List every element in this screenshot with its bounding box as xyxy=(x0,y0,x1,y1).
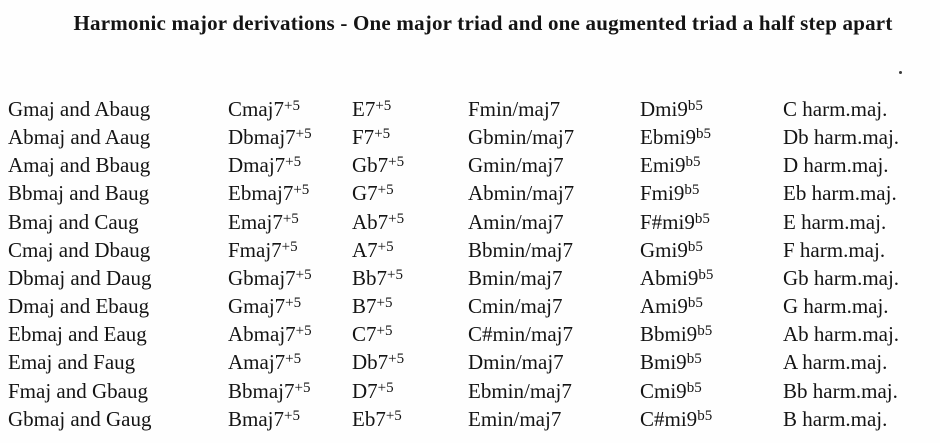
triad-pair-text: Cmaj and Dbaug xyxy=(8,237,151,262)
harm-major-key-text: A harm.maj. xyxy=(783,350,888,375)
mi9-flat5-cell xyxy=(640,377,783,405)
dom7-superscript: +5 xyxy=(387,266,403,283)
maj7-chord-text: Ebmaj7 xyxy=(228,181,294,206)
mi9-flat5-cell xyxy=(640,292,783,320)
maj7-superscript: +5 xyxy=(295,266,312,283)
harm-major-key-text: Ab harm.maj. xyxy=(783,322,900,347)
maj7-sharp5-cell xyxy=(228,320,352,348)
maj7-chord-text: Gmaj7 xyxy=(228,294,286,319)
triad-pair-text: Bmaj and Caug xyxy=(8,209,139,234)
maj7-superscript: +5 xyxy=(281,238,298,255)
maj7-sharp5-cell xyxy=(228,236,352,264)
dom7-superscript: +5 xyxy=(388,210,405,227)
mi9-chord-text: C#mi9 xyxy=(640,406,698,431)
mi9-superscript: b5 xyxy=(686,351,702,368)
mi9-chord-text: Ami9 xyxy=(640,294,688,319)
mi9-chord-text: F#mi9 xyxy=(640,209,695,234)
mi9-flat5-cell xyxy=(640,348,783,376)
maj7-sharp5-cell xyxy=(228,264,352,292)
harm-major-key-text: Eb harm.maj. xyxy=(783,181,897,206)
min-maj7-cell xyxy=(468,95,640,123)
triad-pair-cell xyxy=(8,123,228,151)
triad-pair-cell xyxy=(8,292,228,320)
maj7-chord-text: Emaj7 xyxy=(228,209,283,234)
triad-pair-text: Ebmaj and Eaug xyxy=(8,322,147,347)
harm-major-key-text: F harm.maj. xyxy=(783,237,886,262)
dom7-sharp5-cell xyxy=(352,292,468,320)
triad-pair-text: Gmaj and Abaug xyxy=(8,97,151,121)
maj7-sharp5-cell xyxy=(228,179,352,207)
harm-major-key-text: E harm.maj. xyxy=(783,209,887,234)
mi9-flat5-cell xyxy=(640,179,783,207)
maj7-chord-text: Cmaj7 xyxy=(228,97,284,121)
mi9-flat5-cell xyxy=(640,123,783,151)
mi9-superscript: b5 xyxy=(696,126,711,143)
min-maj7-text: Fmin/maj7 xyxy=(468,97,561,121)
harm-major-key-cell xyxy=(783,95,940,123)
harm-major-key-cell xyxy=(783,208,940,236)
dom7-sharp5-cell xyxy=(352,179,468,207)
dom7-sharp5-cell xyxy=(352,405,468,433)
mi9-superscript: b5 xyxy=(697,407,713,424)
mi9-superscript: b5 xyxy=(694,210,710,227)
mi9-flat5-cell xyxy=(640,405,783,433)
dom7-sharp5-cell xyxy=(352,95,468,123)
mi9-superscript: b5 xyxy=(686,379,702,396)
mi9-chord-text: Dmi9 xyxy=(640,97,688,121)
mi9-chord-text: Gmi9 xyxy=(640,237,688,262)
triad-pair-cell xyxy=(8,264,228,292)
dom7-sharp5-cell xyxy=(352,377,468,405)
harm-major-key-text: D harm.maj. xyxy=(783,153,889,178)
mi9-superscript: b5 xyxy=(687,238,703,255)
mi9-superscript: b5 xyxy=(698,266,714,283)
harm-major-key-cell xyxy=(783,320,940,348)
dom7-superscript: +5 xyxy=(375,98,392,114)
dom7-sharp5-cell xyxy=(352,236,468,264)
dom7-chord-text: C7 xyxy=(352,322,377,347)
dom7-chord-text: Bb7 xyxy=(352,265,388,290)
maj7-chord-text: Dbmaj7 xyxy=(228,125,296,150)
min-maj7-cell xyxy=(468,320,640,348)
triad-pair-text: Gbmaj and Gaug xyxy=(8,406,152,431)
dom7-chord-text: Gb7 xyxy=(352,153,389,178)
maj7-sharp5-cell xyxy=(228,405,352,433)
scan-speck xyxy=(899,71,902,74)
harm-major-key-cell xyxy=(783,348,940,376)
maj7-sharp5-cell xyxy=(228,348,352,376)
triad-pair-text: Amaj and Bbaug xyxy=(8,153,151,178)
mi9-chord-text: Abmi9 xyxy=(640,265,699,290)
harm-major-key-text: Db harm.maj. xyxy=(783,125,900,150)
harm-major-key-text: B harm.maj. xyxy=(783,406,888,431)
min-maj7-cell xyxy=(468,348,640,376)
maj7-sharp5-cell xyxy=(228,95,352,123)
maj7-chord-text: Bbmaj7 xyxy=(228,378,295,403)
triad-pair-cell xyxy=(8,95,228,123)
mi9-superscript: b5 xyxy=(697,323,713,340)
maj7-superscript: +5 xyxy=(295,323,312,340)
triad-pair-cell xyxy=(8,320,228,348)
dom7-chord-text: Ab7 xyxy=(352,209,389,234)
maj7-superscript: +5 xyxy=(284,407,300,424)
maj7-sharp5-cell xyxy=(228,292,352,320)
dom7-superscript: +5 xyxy=(388,154,405,171)
harm-major-key-cell xyxy=(783,236,940,264)
triad-pair-cell xyxy=(8,179,228,207)
harm-major-key-text: G harm.maj. xyxy=(783,294,889,319)
triad-pair-text: Abmaj and Aaug xyxy=(8,125,151,150)
triad-pair-cell xyxy=(8,348,228,376)
dom7-sharp5-cell xyxy=(352,348,468,376)
mi9-chord-text: Bbmi9 xyxy=(640,322,698,347)
mi9-flat5-cell xyxy=(640,208,783,236)
dom7-superscript: +5 xyxy=(385,407,402,424)
min-maj7-cell xyxy=(468,377,640,405)
harm-major-key-text: Bb harm.maj. xyxy=(783,378,898,403)
dom7-superscript: +5 xyxy=(377,238,394,255)
mi9-chord-text: Ebmi9 xyxy=(640,125,696,150)
triad-pair-text: Dmaj and Ebaug xyxy=(8,294,150,319)
maj7-sharp5-cell xyxy=(228,151,352,179)
maj7-chord-text: Bmaj7 xyxy=(228,406,284,431)
min-maj7-cell xyxy=(468,208,640,236)
maj7-superscript: +5 xyxy=(284,98,300,114)
dom7-chord-text: D7 xyxy=(352,378,378,403)
harm-major-key-cell xyxy=(783,377,940,405)
mi9-superscript: b5 xyxy=(685,154,701,171)
maj7-sharp5-cell xyxy=(228,123,352,151)
mi9-superscript: b5 xyxy=(687,98,703,114)
triad-pair-cell xyxy=(8,405,228,433)
mi9-superscript: b5 xyxy=(687,295,703,312)
derivations-table xyxy=(8,95,940,433)
mi9-chord-text: Fmi9 xyxy=(640,181,685,206)
min-maj7-text: Bmin/maj7 xyxy=(468,265,563,290)
harm-major-key-cell xyxy=(783,292,940,320)
dom7-sharp5-cell xyxy=(352,123,468,151)
triad-pair-cell xyxy=(8,208,228,236)
min-maj7-text: C#min/maj7 xyxy=(468,322,573,347)
dom7-chord-text: B7 xyxy=(352,294,377,319)
maj7-superscript: +5 xyxy=(295,126,312,143)
maj7-superscript: +5 xyxy=(293,182,310,199)
dom7-chord-text: G7 xyxy=(352,181,378,206)
min-maj7-cell xyxy=(468,123,640,151)
mi9-chord-text: Cmi9 xyxy=(640,378,687,403)
min-maj7-text: Ebmin/maj7 xyxy=(468,378,572,403)
harm-major-key-cell xyxy=(783,264,940,292)
harm-major-key-text: C harm.maj. xyxy=(783,97,888,121)
mi9-chord-text: Bmi9 xyxy=(640,350,687,375)
maj7-superscript: +5 xyxy=(285,154,302,171)
dom7-sharp5-cell xyxy=(352,320,468,348)
dom7-superscript: +5 xyxy=(376,323,393,340)
min-maj7-text: Emin/maj7 xyxy=(468,406,562,431)
mi9-flat5-cell xyxy=(640,320,783,348)
min-maj7-text: Amin/maj7 xyxy=(468,209,564,234)
harm-major-key-cell xyxy=(783,123,940,151)
mi9-flat5-cell xyxy=(640,236,783,264)
triad-pair-text: Bbmaj and Baug xyxy=(8,181,150,206)
dom7-chord-text: F7 xyxy=(352,125,375,150)
min-maj7-cell xyxy=(468,179,640,207)
min-maj7-cell xyxy=(468,236,640,264)
min-maj7-cell xyxy=(468,264,640,292)
maj7-chord-text: Amaj7 xyxy=(228,350,286,375)
mi9-flat5-cell xyxy=(640,95,783,123)
dom7-superscript: +5 xyxy=(377,379,394,396)
harm-major-key-text: Gb harm.maj. xyxy=(783,265,900,290)
triad-pair-text: Fmaj and Gbaug xyxy=(8,378,148,403)
harm-major-key-cell xyxy=(783,151,940,179)
mi9-flat5-cell xyxy=(640,264,783,292)
dom7-chord-text: Db7 xyxy=(352,350,389,375)
triad-pair-cell xyxy=(8,236,228,264)
page-title: Harmonic major derivations - One major triad and one augmented triad a half step apart xyxy=(73,11,893,35)
dom7-chord-text: A7 xyxy=(352,237,378,262)
mi9-chord-text: Emi9 xyxy=(640,153,686,178)
triad-pair-cell xyxy=(8,377,228,405)
maj7-superscript: +5 xyxy=(285,295,302,312)
maj7-sharp5-cell xyxy=(228,208,352,236)
dom7-sharp5-cell xyxy=(352,264,468,292)
mi9-superscript: b5 xyxy=(684,182,700,199)
harm-major-key-cell xyxy=(783,179,940,207)
dom7-sharp5-cell xyxy=(352,208,468,236)
triad-pair-text: Emaj and Faug xyxy=(8,350,136,375)
mi9-flat5-cell xyxy=(640,151,783,179)
dom7-superscript: +5 xyxy=(376,295,393,312)
maj7-superscript: +5 xyxy=(294,379,311,396)
min-maj7-cell xyxy=(468,292,640,320)
maj7-chord-text: Gbmaj7 xyxy=(228,265,296,290)
maj7-superscript: +5 xyxy=(282,210,299,227)
min-maj7-text: Gbmin/maj7 xyxy=(468,125,575,150)
maj7-sharp5-cell xyxy=(228,377,352,405)
maj7-chord-text: Abmaj7 xyxy=(228,322,296,347)
min-maj7-text: Dmin/maj7 xyxy=(468,350,564,375)
maj7-chord-text: Dmaj7 xyxy=(228,153,286,178)
triad-pair-cell xyxy=(8,151,228,179)
min-maj7-cell xyxy=(468,151,640,179)
dom7-superscript: +5 xyxy=(388,351,405,368)
triad-pair-text: Dbmaj and Daug xyxy=(8,265,152,290)
maj7-superscript: +5 xyxy=(285,351,302,368)
dom7-chord-text: E7 xyxy=(352,97,376,121)
min-maj7-text: Bbmin/maj7 xyxy=(468,237,573,262)
dom7-sharp5-cell xyxy=(352,151,468,179)
min-maj7-text: Abmin/maj7 xyxy=(468,181,575,206)
min-maj7-cell xyxy=(468,405,640,433)
dom7-superscript: +5 xyxy=(374,126,391,143)
min-maj7-text: Cmin/maj7 xyxy=(468,294,563,319)
min-maj7-text: Gmin/maj7 xyxy=(468,153,564,178)
dom7-superscript: +5 xyxy=(377,182,394,199)
maj7-chord-text: Fmaj7 xyxy=(228,237,282,262)
dom7-chord-text: Eb7 xyxy=(352,406,386,431)
harm-major-key-cell xyxy=(783,405,940,433)
